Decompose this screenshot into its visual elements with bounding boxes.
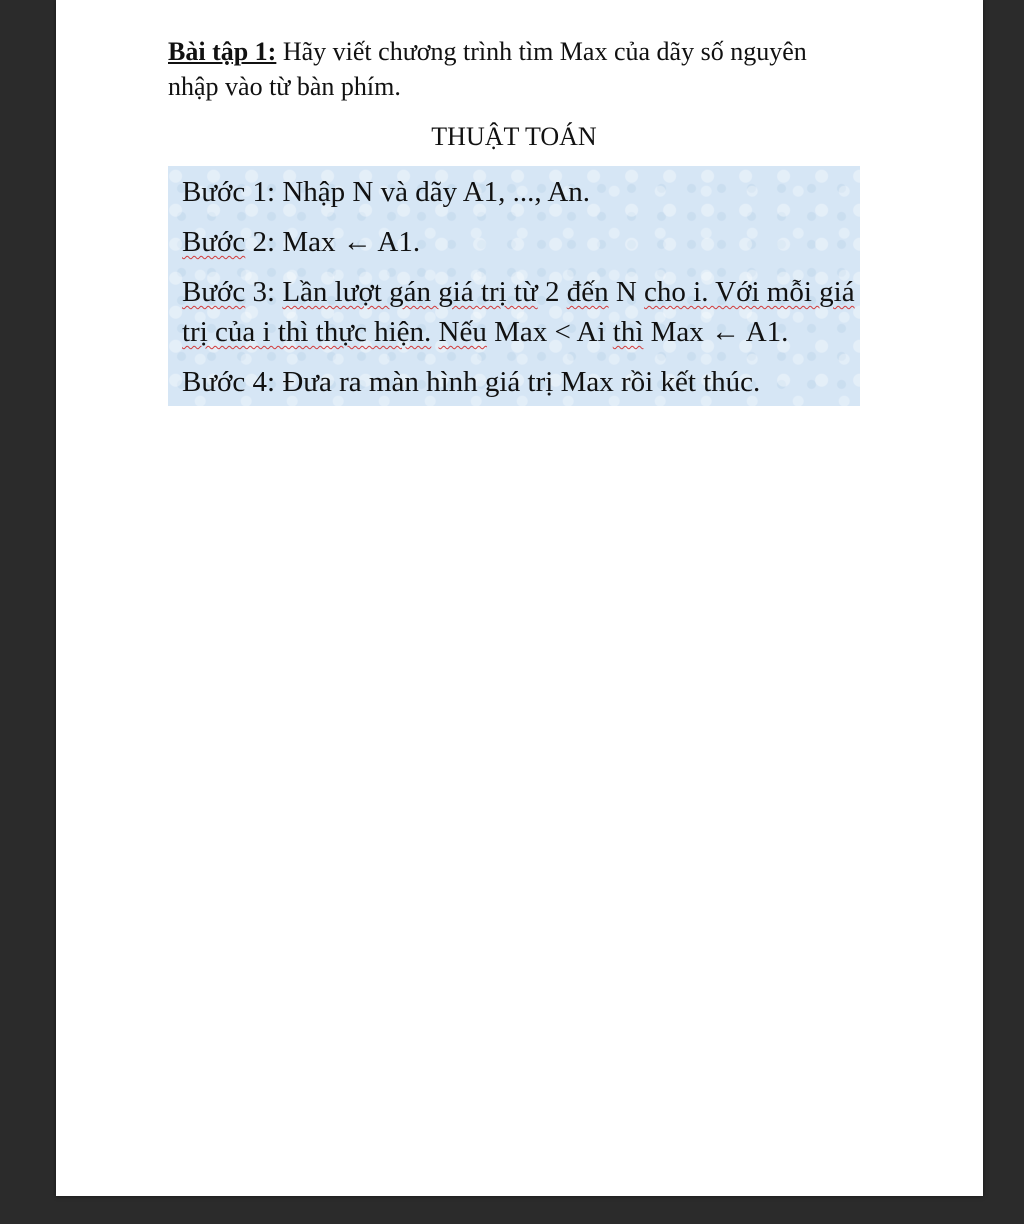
step-3-seg-5: Max < Ai — [486, 316, 613, 348]
step-3 — [182, 272, 860, 352]
step-3-underlined-2: đến — [566, 276, 609, 308]
page-content — [168, 34, 860, 406]
step-3-tail: Max ← A1. — [643, 316, 789, 348]
document-page — [56, 0, 983, 1196]
exercise-label: Bài tập 1: — [168, 37, 277, 66]
step-3-underlined-4: Nếu — [438, 316, 487, 348]
exercise-text: Hãy viết chương trình tìm Max của dãy số nguyên nhập vào từ bàn phím. — [168, 37, 807, 101]
step-3-seg-1: 3: — [245, 276, 283, 308]
step-3-seg-3: N — [608, 276, 645, 308]
step-3-underlined-3: cho i. Với mỗi giá trị của i thì thực hiện. — [182, 276, 855, 348]
exercise-paragraph — [168, 34, 860, 104]
step-3-seg-2: 2 — [537, 276, 567, 308]
step-3-seg-4 — [431, 316, 438, 348]
algorithm-box — [168, 166, 860, 406]
step-1: Bước 1: Nhập N và dãy A1, ..., An. — [182, 176, 591, 208]
step-4: Bước 4: Đưa ra màn hình giá trị Max rồi kết thúc. — [182, 366, 761, 398]
step-3-underlined-5: thì — [612, 316, 644, 348]
step-3-underlined-1: Lần lượt gán giá trị từ — [282, 276, 538, 308]
step-2-prefix: Bước — [182, 226, 246, 258]
algorithm-heading: THUẬT TOÁN — [431, 122, 597, 151]
step-2-text: 2: Max ← A1. — [245, 226, 421, 258]
step-2 — [182, 222, 860, 262]
step-3-prefix: Bước — [182, 276, 246, 308]
